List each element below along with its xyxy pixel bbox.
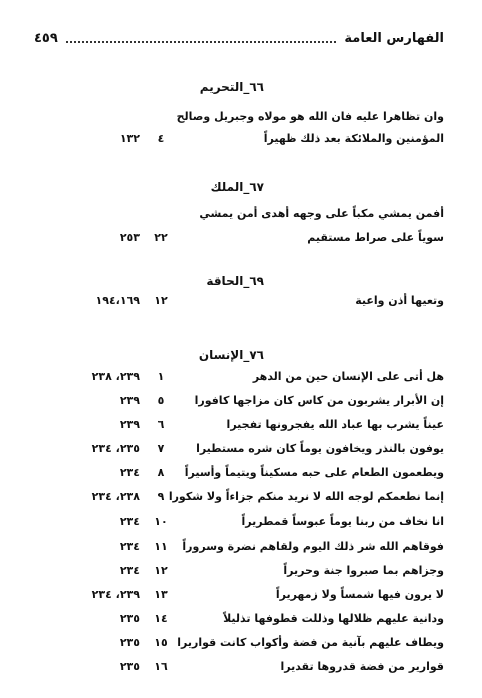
page-refs: ٢٣٩، ٢٣٨ — [91, 370, 140, 383]
page-refs: ٢٣٥، ٢٣٤ — [91, 442, 140, 455]
index-row — [0, 490, 482, 508]
verse-text: عيناً يشرب بها عباد الله يفجرونها تفجيرا — [226, 418, 444, 431]
verse-text: فوقاهم الله شر ذلك اليوم ولقاهم نضرة وسروراً — [182, 540, 444, 553]
page-refs: ٢٣٤ — [119, 466, 140, 479]
verse-text: وجزاهم بما صبروا جنة وحريراً — [283, 564, 444, 577]
verse-number: ١٦ — [154, 660, 168, 673]
verse-number: ٦ — [157, 418, 165, 431]
verse-number: ١٤ — [154, 612, 168, 625]
verse-text: ويطعمون الطعام على حبه مسكيناً ويتيماً وأسيراً — [184, 466, 444, 479]
index-row — [0, 394, 482, 412]
verse-number: ١ — [157, 370, 165, 383]
verse-number: ٧ — [157, 442, 165, 455]
verse-text: لا يرون فيها شمساً ولا زمهريراً — [275, 588, 444, 601]
verse-number: ١١ — [154, 540, 168, 553]
page-refs: ٢٣٤ — [119, 540, 140, 553]
index-row — [0, 294, 482, 312]
verse-text: أفمن يمشي مكباً على وجهه أهدى أمن يمشي — [199, 207, 444, 220]
page-refs: ٢٣٩ — [119, 418, 140, 431]
page-refs: ٢٣٥ — [119, 660, 140, 673]
index-row — [0, 612, 482, 630]
verse-text: قوارير من فضة قدروها تقديرا — [280, 660, 444, 673]
verse-text: يوفون بالنذر ويخافون يوماً كان شره مستطيرا — [196, 442, 444, 455]
page-refs: ١٩٤،١٦٩ — [95, 294, 140, 307]
section-heading-tahrim: ٦٦_التحريم — [199, 80, 264, 94]
verse-text: وان تظاهرا عليه فان الله هو مولاه وجبريل وصالح — [176, 110, 444, 123]
index-row — [0, 636, 482, 654]
verse-text: المؤمنين والملائكة بعد ذلك ظهيراً — [263, 132, 444, 145]
verse-number: ٥ — [157, 394, 165, 407]
section-heading-insan: ٧٦_الإنسان — [198, 348, 264, 362]
page-header — [34, 26, 444, 50]
verse-number: ٨ — [157, 466, 165, 479]
page-refs: ٢٣٩، ٢٣٤ — [91, 588, 140, 601]
running-title: الفهارس العامة — [344, 30, 444, 46]
verse-number: ١٢ — [154, 564, 168, 577]
verse-text: وتعيها أذن واعية — [355, 294, 444, 307]
section-heading-mulk: ٦٧_الملك — [210, 180, 264, 194]
leader-dots — [66, 41, 337, 43]
index-row — [0, 207, 482, 225]
verse-number: ١٠ — [154, 515, 168, 528]
page-refs: ٢٥٣ — [119, 231, 140, 244]
verse-number: ١٥ — [154, 636, 168, 649]
index-row — [0, 564, 482, 582]
index-row — [0, 132, 482, 150]
verse-text: ويطاف عليهم بآنية من فضة وأكواب كانت قواريرا — [177, 636, 444, 649]
page-refs: ١٣٢ — [119, 132, 140, 145]
page-refs: ٢٣٥ — [119, 612, 140, 625]
index-row — [0, 418, 482, 436]
index-row — [0, 515, 482, 533]
verse-number: ٢٢ — [154, 231, 168, 244]
verse-text: سوياً على صراط مستقيم — [307, 231, 444, 244]
verse-text: انا نخاف من ربنا يوماً عبوساً قمطريراً — [241, 515, 444, 528]
page-refs: ٢٣٤ — [119, 564, 140, 577]
index-row — [0, 466, 482, 484]
index-row — [0, 540, 482, 558]
verse-number: ١٢ — [154, 294, 168, 307]
page-refs: ٢٣٤ — [119, 515, 140, 528]
verse-text: ودانية عليهم ظلالها وذللت قطوفها تذليلاً — [223, 612, 444, 625]
page-refs: ٢٣٩ — [119, 394, 140, 407]
section-heading-haqqa: ٦٩_الحاقة — [206, 274, 264, 288]
index-row — [0, 110, 482, 128]
index-row — [0, 370, 482, 388]
verse-text: إن الأبرار يشربون من كاس كان مزاجها كافورا — [194, 394, 444, 407]
page-refs: ٢٣٨، ٢٣٤ — [91, 490, 140, 503]
verse-text: هل أتى على الإنسان حين من الدهر — [252, 370, 444, 383]
page-number: ٤٥٩ — [34, 30, 58, 46]
verse-number: ٩ — [157, 490, 165, 503]
index-row — [0, 660, 482, 678]
verse-number: ٤ — [157, 132, 165, 145]
verse-text: إنما نطعمكم لوجه الله لا نريد منكم جزاءاً ولا شكورا — [168, 490, 444, 503]
index-row — [0, 588, 482, 606]
index-row — [0, 231, 482, 249]
page-refs: ٢٣٥ — [119, 636, 140, 649]
index-row — [0, 442, 482, 460]
verse-number: ١٣ — [154, 588, 168, 601]
